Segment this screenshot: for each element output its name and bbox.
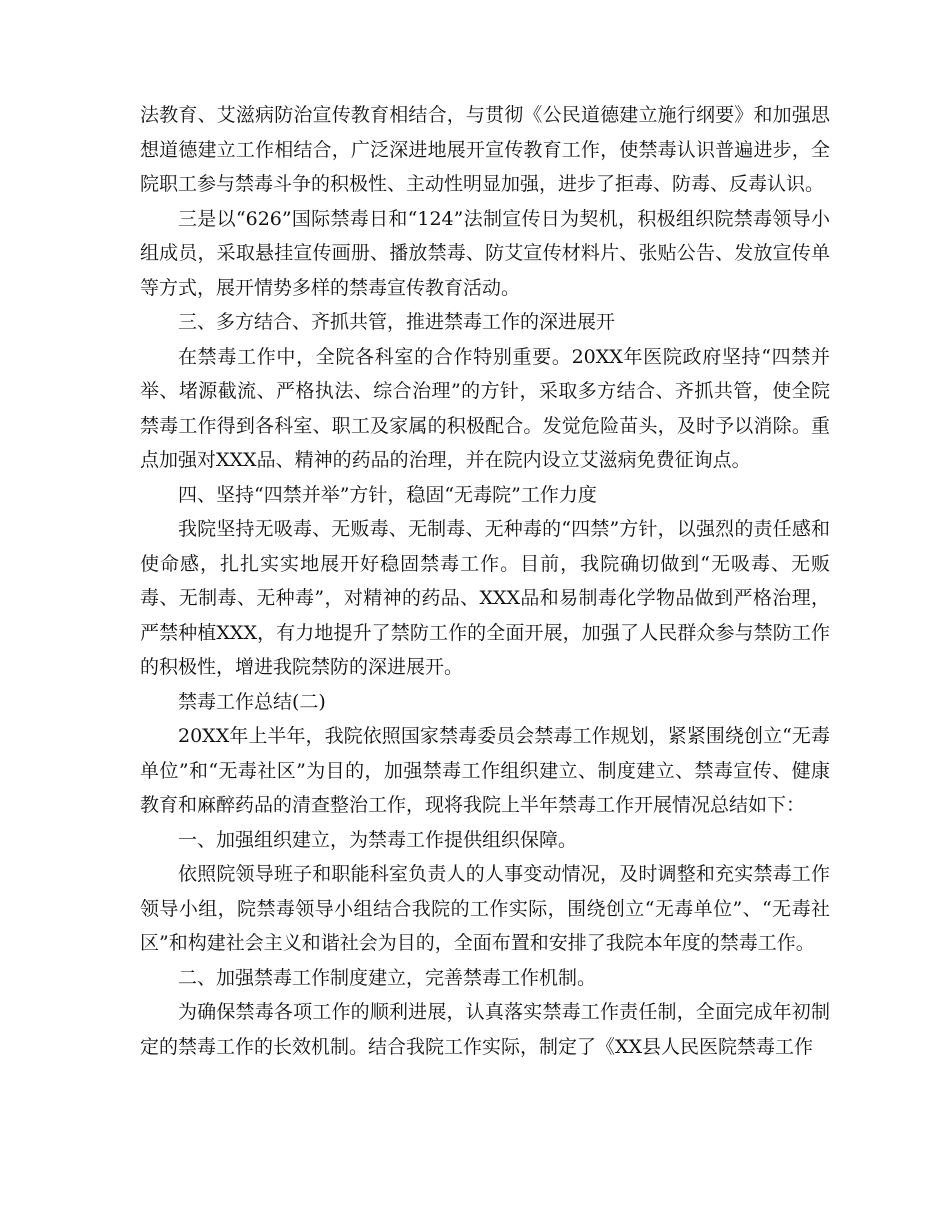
paragraph-12: 为确保禁毒各项工作的顺利进展，认真落实禁毒工作责任制，全面完成年初制定的禁毒工作的长效机制。结合我院工作实际，制定了《XX县人民医院禁毒工作	[140, 1001, 830, 1058]
section-heading-1: 一、加强组织建立，为禁毒工作提供组织保障。	[178, 828, 578, 851]
paragraph-6: 我院坚持无吸毒、无贩毒、无制毒、无种毒的“四禁”方针，以强烈的责任感和使命感，扎扎实实地展开好稳固禁毒工作。目前，我院确切做到“无吸毒、无贩毒、无制毒、无种毒”，对精神的药品、XXX品和易制毒化学物品做到严格治理，严禁种植XXX，有力地提升了禁防工作的全面开展，加强了人民群众参与禁防工作的积极性，增进我院禁防的深进展开。	[140, 518, 830, 678]
section-heading-3: 三、多方结合、齐抓共管，推进禁毒工作的深进展开	[178, 311, 616, 333]
paragraph-1: 法教育、艾滋病防治宣传教育相结合，与贯彻《公民道德建立施行纲要》和加强思想道德建立工作相结合，广泛深进地展开宣传教育工作，使禁毒认识普遍进步，全院职工参与禁毒斗争的积极性、主动性明显加强，进步了拒毒、防毒、反毒认识。	[140, 104, 830, 195]
section-heading-2: 二、加强禁毒工作制度建立，完善禁毒工作机制。	[178, 966, 597, 989]
document-body	[140, 98, 830, 1064]
section-heading-4: 四、坚持“四禁并举”方针，稳固“无毒院”工作力度	[178, 483, 597, 506]
paragraph-10: 依照院领导班子和职能科室负责人的人事变动情况，及时调整和充实禁毒工作领导小组，院禁毒领导小组结合我院的工作实际，围绕创立“无毒单位”、“无毒社区”和构建社会主义和谐社会为目的，全面布置和安排了我院本年度的禁毒工作。	[140, 863, 830, 954]
paragraph-8: 20XX年上半年，我院依照国家禁毒委员会禁毒工作规划，紧紧围绕创立“无毒单位”和“无毒社区”为目的，加强禁毒工作组织建立、制度建立、禁毒宣传、健康教育和麻醉药品的清查整治工作，现将我院上半年禁毒工作开展情况总结如下：	[140, 725, 830, 816]
paragraph-4: 在禁毒工作中，全院各科室的合作特别重要。20XX年医院政府坚持“四禁并举、堵源截流、严格执法、综合治理”的方针，采取多方结合、齐抓共管，使全院禁毒工作得到各科室、职工及家属的积极配合。发觉危险苗头，及时予以消除。重点加强对XXX品、精神的药品的治理，并在院内设立艾滋病免费征询点。	[140, 345, 830, 471]
document-subtitle: 禁毒工作总结(二)	[178, 690, 326, 713]
paragraph-2: 三是以“626”国际禁毒日和“124”法制宣传日为契机，积极组织院禁毒领导小组成员，采取悬挂宣传画册、播放禁毒、防艾宣传材料片、张贴公告、发放宣传单等方式，展开情势多样的禁毒宣传教育活动。	[140, 207, 830, 299]
